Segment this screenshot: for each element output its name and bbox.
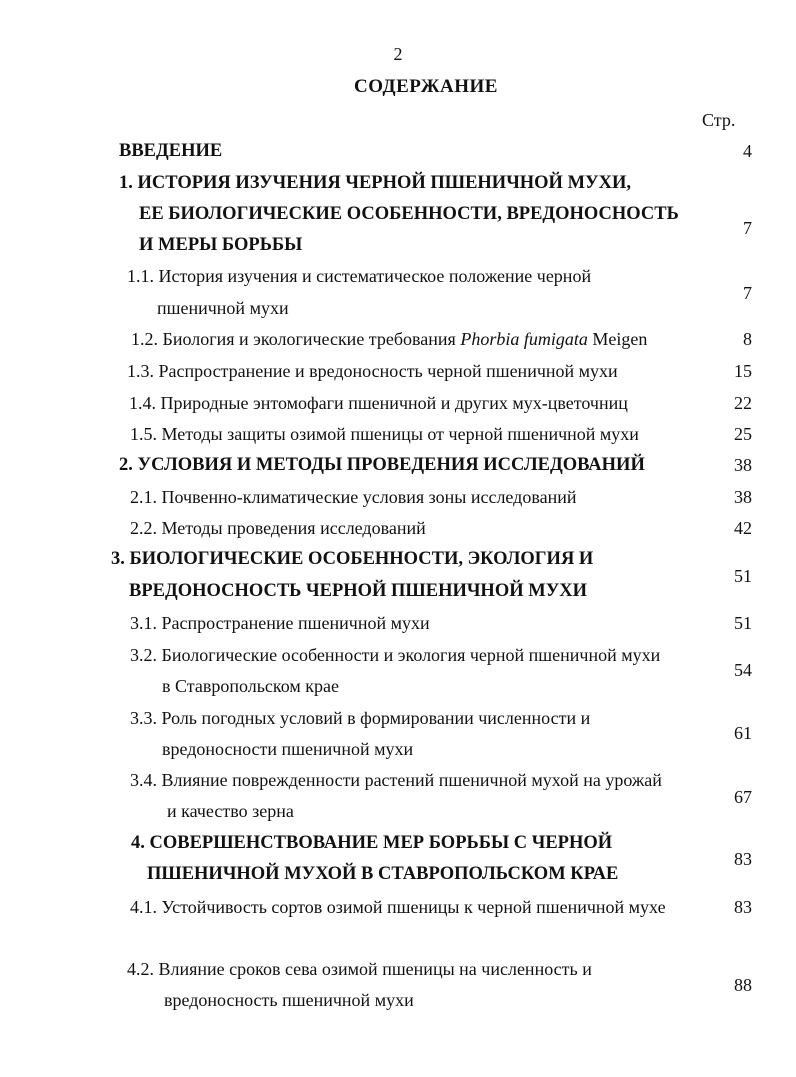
toc-chapter-4-line-1: 4. СОВЕРШЕНСТВОВАНИЕ МЕР БОРЬБЫ С ЧЕРНОЙ [131,833,613,853]
toc-section-3-4-line-2: и качество зерна [167,801,294,821]
toc-section-1-3: 1.3. Распространение и вредоносность черной пшеничной мухи [127,361,618,381]
toc-chapter-1-line-3: И МЕРЫ БОРЬБЫ [139,235,303,255]
toc-page-number: 51 [734,613,752,633]
toc-page-number: 83 [734,849,752,869]
pages-column-header: Стр. [702,110,736,130]
toc-section-3-1: 3.1. Распространение пшеничной мухи [130,613,430,633]
toc-page-number: 67 [734,787,752,807]
page-title: СОДЕРЖАНИЕ [354,76,498,97]
toc-section-1-4: 1.4. Природные энтомофаги пшеничной и других мух-цветочниц [129,393,628,413]
toc-page-number: 15 [734,361,752,381]
toc-chapter-2: 2. УСЛОВИЯ И МЕТОДЫ ПРОВЕДЕНИЯ ИССЛЕДОВАНИЙ [119,455,645,475]
toc-section-3-2-line-2: в Ставропольском крае [162,676,340,696]
toc-chapter-3-line-1: 3. БИОЛОГИЧЕСКИЕ ОСОБЕННОСТИ, ЭКОЛОГИЯ И [111,549,594,569]
toc-chapter-3-line-2: ВРЕДОНОСНОСТЬ ЧЕРНОЙ ПШЕНИЧНОЙ МУХИ [129,581,588,601]
toc-page-number: 25 [734,424,752,444]
toc-section-3-2-line-1: 3.2. Биологические особенности и экология черной пшеничной мухи [130,645,661,665]
toc-page-number: 7 [743,283,752,303]
toc-section-1-2: 1.2. Биология и экологические требования Phorbia fumigata Meigen [131,329,648,349]
toc-page-number: 51 [734,566,752,586]
toc-page-number: 8 [743,329,752,349]
toc-section-2-2: 2.2. Методы проведения исследований [130,518,426,538]
toc-page-number: 38 [734,487,752,507]
toc-section-2-1: 2.1. Почвенно-климатические условия зоны исследований [130,487,577,507]
toc-chapter-1-line-1: 1. ИСТОРИЯ ИЗУЧЕНИЯ ЧЕРНОЙ ПШЕНИЧНОЙ МУХИ, [119,173,631,193]
toc-section-4-2-line-1: 4.2. Влияние сроков сева озимой пшеницы на численность и [127,959,592,979]
page-number: 2 [393,44,403,64]
toc-section-4-2-line-2: вредоносность пшеничной мухи [164,990,414,1010]
toc-page-number: 61 [734,723,752,743]
toc-page-number: 83 [734,897,752,917]
toc-entry-introduction: ВВЕДЕНИЕ [119,141,223,161]
toc-page-number: 54 [734,660,752,680]
toc-section-3-3-line-2: вредоносности пшеничной мухи [162,739,414,759]
toc-page-number: 88 [734,975,752,995]
toc-page-number: 38 [734,455,752,475]
toc-section-1-1-line-1: 1.1. История изучения и систематическое положение черной [127,266,592,286]
toc-chapter-1-line-2: ЕЕ БИОЛОГИЧЕСКИЕ ОСОБЕННОСТИ, ВРЕДОНОСНОСТЬ [139,204,679,224]
toc-page-number: 42 [734,518,752,538]
toc-section-3-4-line-1: 3.4. Влияние поврежденности растений пшеничной мухой на урожай [130,770,662,790]
toc-chapter-4-line-2: ПШЕНИЧНОЙ МУХОЙ В СТАВРОПОЛЬСКОМ КРАЕ [147,864,619,884]
toc-section-1-5: 1.5. Методы защиты озимой пшеницы от черной пшеничной мухи [130,424,639,444]
toc-section-1-1-line-2: пшеничной мухи [157,298,289,318]
toc-section-3-3-line-1: 3.3. Роль погодных условий в формировании численности и [130,708,591,728]
toc-section-4-1: 4.1. Устойчивость сортов озимой пшеницы к черной пшеничной мухе [130,897,666,917]
species-name: Phorbia fumigata [460,329,588,349]
toc-page-number: 7 [743,218,752,238]
toc-page-number: 4 [743,141,752,161]
toc-page-number: 22 [734,393,752,413]
